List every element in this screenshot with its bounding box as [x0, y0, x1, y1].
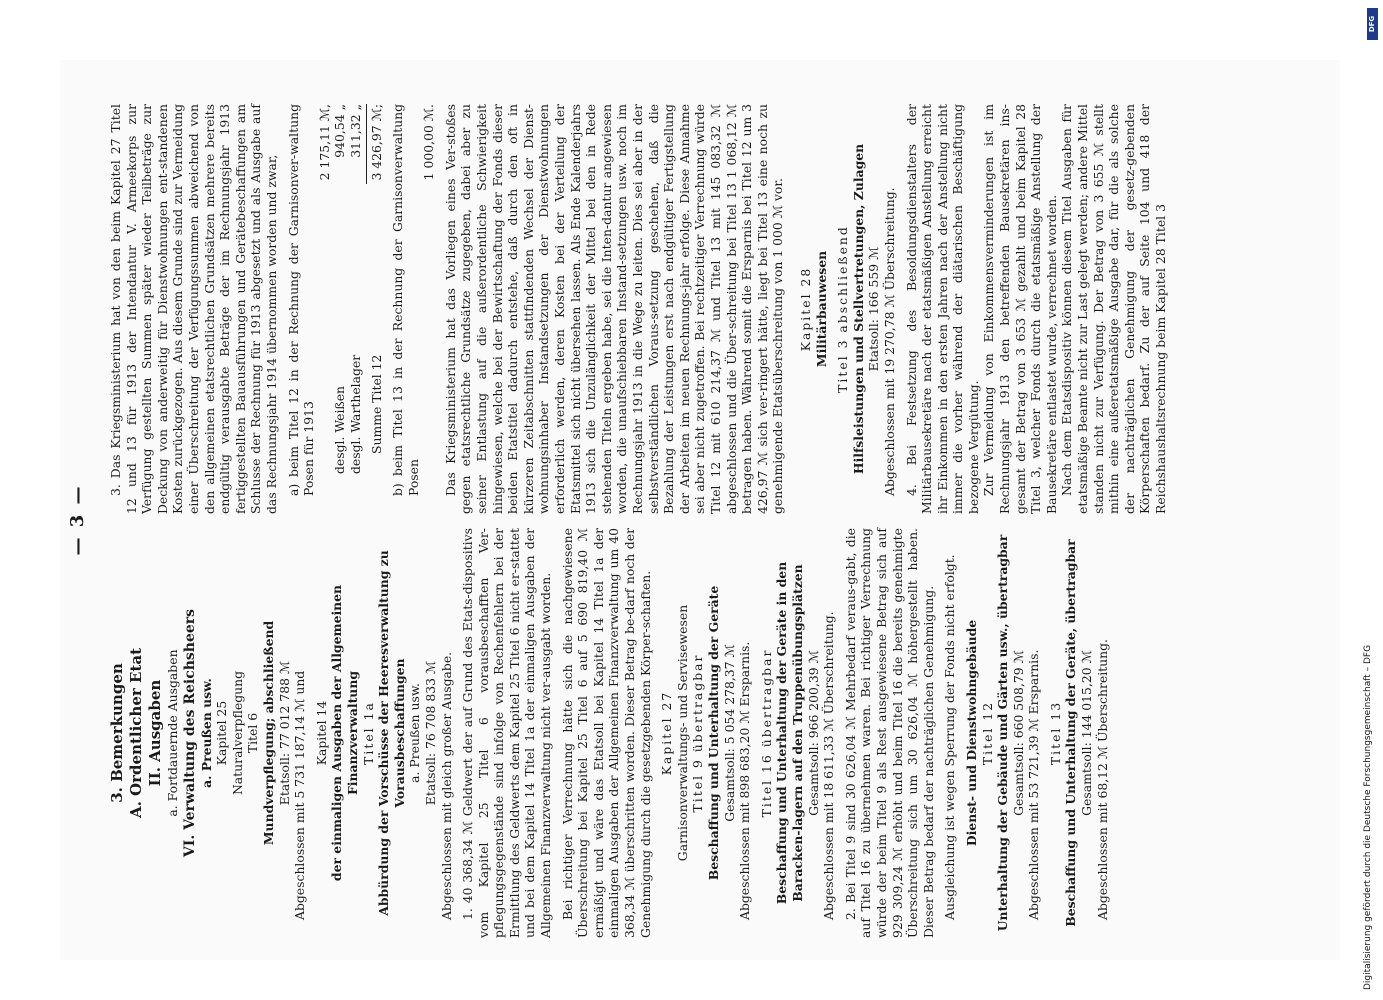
left-line: Etatsoll: 76 708 833 ℳ [422, 660, 438, 806]
left-line: Titel 6 [245, 712, 261, 754]
left-line: 1. 40 368,34 ℳ Geldwert der auf Grund des Etats-dispositivs vom Kapitel 25 Titel 6 vorausbeschafften Ver-pflegungsgegenstände sind infolge von Rechenfehlern bei der Ermittlung des Geldwerts dem Kapitel 25 Titel 6 nicht er-stattet und bei dem Kapitel 14 Titel 1a der einmaligen Ausgaben der Allgemeinen Finanzverwaltung nicht ver-ausgabt worden. [460, 528, 554, 938]
left-line: Abgeschlossen mit 5 731 187,14 ℳ und [292, 670, 308, 920]
left-line: Bei richtiger Verrechnung hätte sich die nachgewiesene Überschreitung bei Kapitel 25 Titel 6 auf 5 690 819,40 ℳ ermäßigt und wäre das Etatsoll bei Kapitel 14 Titel 1a der einmaligen Ausgaben der Allgemeinen Finanzverwaltung um 40 368,34 ℳ überschritten worden. Dieser Betrag be-darf noch der Genehmigung durch die gesetzgebenden Körper-schaften. [559, 528, 653, 938]
left-line: 3. Bemerkungen [108, 663, 126, 803]
left-line: Kapitel 14 [313, 700, 329, 766]
right-column [108, 104, 1169, 514]
titel-3-title: Hilfsleistungen und Stellvertretungen, Zulagen [850, 143, 866, 475]
left-line: Dienst- und Dienstwohngebäude [963, 619, 979, 847]
left-column [108, 528, 1116, 938]
left-line: Abgeschlossen mit 18 611,33 ℳ Überschreitung. [821, 611, 837, 920]
paragraph-3: 3. Das Kriegsministerium hat von den beim Kapitel 27 Titel 12 und 13 für 1913 der Intendantur V. Armeekorps zur Verfügung gestellten Summen später wieder Teilbeträge zur Deckung von anderweitig für Dienstwohnungen ent-standenen Kosten zurückgezogen. Aus diesem Grunde sind zur Vermeidung einer Überschreitung der Verfügungssummen abweichend von den allgemeinen etatsrechtlichen Grundsätzen mehrere bereits endgültig verausgabte Beträge der im Rechnungsjahr 1913 fertiggestellten Bauausführungen und Gerätebeschaffungen am Schlusse der Rechnung für 1913 abgesetzt und als Ausgabe auf das Rechnungsjahr 1914 übernommen worden und zwar, [108, 104, 279, 514]
left-line: Titel 9 übertragbar [690, 653, 706, 813]
scanned-page [60, 60, 1340, 960]
sum-row [369, 104, 385, 514]
left-line: Beschaffung und Unterhaltung der Geräte [706, 585, 721, 881]
left-line: Mundverpflegung; abschließend [260, 620, 276, 846]
left-line: a. Fortdauernde Ausgaben [165, 649, 180, 817]
item-b-amount-row [421, 104, 437, 514]
left-line: Titel 13 [1047, 700, 1063, 766]
left-line: Garnisonverwaltungs- und Servisewesen [674, 604, 690, 862]
left-line: Gesamtsoll: 144 015,20 ℳ [1079, 650, 1095, 816]
digitization-credit: Digitalisierung gefördert durch die Deutsche Forschungsgemeinschaft – DFG [1363, 644, 1373, 990]
sum-label: Summe Titel 12 [368, 354, 384, 454]
item-b-intro: b) beim Titel 13 in der Rechnung der Garnisonverwaltung Posen [390, 104, 421, 496]
item-a-intro: a) beim Titel 12 in der Rechnung der Garnisonver-waltung Posen für 1913 [285, 104, 317, 496]
paragraph-6: Nach dem Etatsdispositiv können diesem Titel Ausgaben für etatsmäßige Beamte nicht zur Last gelegt werden; andere Mittel standen nicht zur Verfügung. Der Betrag von 3 655 ℳ stellt mithin eine außeretatsmäßige Ausgabe dar, für die als solche der nachträglichen Genehmigung der gesetz-gebenden Körperschaften bedarf. Zu der auf Seite 104 und 418 der Reichshaushaltsrechnung beim Kapitel 28 Titel 3 [1059, 104, 1168, 514]
left-line: Abgeschlossen mit 898 683,20 ℳ Ersparnis. [737, 641, 753, 920]
dfg-logo-text: DFG [1368, 15, 1377, 33]
left-line: Vorausbeschaffungen [391, 658, 407, 808]
item-b-amount: 1 000,00 ℳ. [421, 104, 437, 181]
left-line: II. Ausgaben [146, 679, 164, 787]
weissen-amount: 940,54 „ [332, 104, 348, 158]
left-line: Gesamtsoll: 966 200,39 ℳ [805, 650, 821, 816]
left-line: Naturalverpflegung [229, 670, 245, 796]
left-line: Gesamtsoll: 660 508,79 ℳ [1010, 650, 1026, 816]
warthe-label: desgl. Warthelager [347, 354, 363, 474]
left-line: Unterhaltung der Gebäude und Gärten usw., übertragbar [995, 534, 1011, 932]
kapitel-28-title: Militärbauwesen [813, 250, 829, 368]
item-a-amount: 2 175,11 ℳ, [316, 104, 332, 181]
warthe-amount: 311,32 „ [347, 104, 363, 158]
sum-amount: 3 426,97 ℳ; [368, 104, 384, 181]
item-a-amount-row [317, 104, 333, 514]
left-line: a. Preußen usw. [407, 683, 423, 783]
left-line: Gesamtsoll: 5 054 278,37 ℳ [721, 644, 737, 822]
left-line: Abgeschlossen mit 68,12 ℳ Überschreitung. [1094, 639, 1110, 920]
paragraph-ministry-response: Das Kriegsministerium hat das Vorliegen eines Ver-stoßes gegen etatsrechtliche Grundsätze zugegeben, dabei aber zu seiner Entlastung auf die außerordentliche Schwierigkeit hingewiesen, welche bei der Bewirtschaftung der Fonds dieser beiden Etatstitel dadurch entstehe, daß durch den oft in kürzeren Zeitabschnitten stattfindenden Wechsel der Dienst-wohnungsinhaber Instandsetzungen der Dienstwohnungen erforderlich werden, deren Kosten bei der Verteilung der Etatsmittel sich nicht übersehen lassen. Als Ende Kalenderjahrs 1913 sich die Unzulänglichkeit der Mittel bei den in Rede stehenden Titeln ergeben habe, sei die Inten-dantur angewiesen worden, die unaufschiebbaren Instand-setzungen usw. noch im Rechnungsjahr 1913 in die Wege zu leiten. Dies sei aber in der selbstverständlichen Voraus-setzung geschehen, daß die Bezahlung der Leistungen erst nach endgültiger Fertigstellung der Arbeiten im neuen Rechnungs-jahr erfolge. Diese Annahme sei aber nicht zugetroffen. Bei rechtzeitiger Verrechnung würde Titel 12 mit 610 214,37 ℳ und Titel 13 mit 145 083,32 ℳ abgeschlossen und die Über-schreitung bei Titel 13 1 068,12 ℳ betragen haben. Während somit die Ersparnis bei Titel 12 um 3 426,97 ℳ sich ver-ringert hätte, liegt bei Titel 13 eine noch zu genehmigende Etatsüberschreitung von 1 000 ℳ vor. [442, 104, 786, 514]
titel-3-etatsoll: Etatsoll: 166 559 ℳ [866, 246, 882, 372]
sum-rule [366, 104, 367, 184]
left-line: Abbürdung der Vorschüsse der Heeresverwaltung zu [376, 550, 392, 916]
dfg-logo [1367, 8, 1378, 40]
page-number: — 3 — [67, 484, 88, 556]
left-line: Abgeschlossen mit 53 721,39 ℳ Ersparnis. [1026, 649, 1042, 920]
warthe-row [348, 104, 364, 514]
left-line: Ausgleichung ist wegen Sperrung der Fonds nicht erfolgt. [942, 554, 958, 920]
left-line: Titel 12 [979, 700, 995, 766]
paragraph-4: 4. Bei Festsetzung des Besoldungsdienstalters der Militärbausekretäre nach der etatsmäßigen Anstellung erreicht ihr Einkommen in den ersten Jahren nach der Anstellung nicht immer die vorher während der diätarischen Beschäftigung bezogene Vergütung. [903, 104, 981, 514]
left-line: Kapitel 27 [659, 690, 675, 776]
left-line: Beschaffung und Unterhaltung der Geräte in den Baracken-lagern auf den Truppenübungsplätzen [774, 561, 805, 905]
left-line: A. Ordentlicher Etat [127, 647, 145, 819]
weissen-label: desgl. Weißen [332, 385, 348, 474]
left-line: Titel 16 übertragbar [758, 648, 774, 818]
left-line: VI. Verwaltung des Reichsheers [181, 608, 198, 858]
left-line: der einmaligen Ausgaben der Allgemeinen Finanzverwaltung [329, 584, 360, 882]
titel-3-abgeschlossen: Abgeschlossen mit 19 270,78 ℳ Überschreitung. [881, 187, 897, 496]
kapitel-28-heading: Kapitel 28 [797, 266, 813, 352]
titel-3-heading: Titel 3 abschließend [835, 225, 851, 393]
left-line: 2. Bei Titel 9 sind 30 626,04 ℳ Mehrbedarf veraus-gabt, die auf Titel 16 zu übernehmen waren. Bei richtiger Verrechnung würde der beim Titel 9 als Rest ausgewiesene Betrag sich auf 929 309,24 ℳ erhöht und beim Titel 16 die bereits genehmigte Überschreitung sich um 30 626,04 ℳ höhergestellt haben. Dieser Betrag bedarf der nachträglichen Genehmigung. [842, 528, 936, 938]
left-line: Titel 1a [360, 701, 376, 765]
left-line: Etatsoll: 77 012 788 ℳ [276, 660, 292, 806]
left-line: Abgeschlossen mit gleich großer Ausgabe. [438, 651, 454, 920]
left-line: Beschaffung und Unterhaltung der Geräte, übertragbar [1063, 539, 1079, 927]
weissen-row [332, 104, 348, 514]
left-line: Kapitel 25 [214, 700, 230, 766]
left-line: a. Preußen usw. [198, 678, 214, 788]
paragraph-5: Zur Vermeidung von Einkommensverminderungen ist im Rechnungsjahr 1913 den betreffenden Bausekretären ins-gesamt der Betrag von 3 653 ℳ gezahlt und beim Kapitel 28 Titel 3, welcher Fonds durch die etatsmäßige Anstellung der Bausekretäre entlastet wurde, verrechnet worden. [981, 104, 1059, 514]
rotated-page-content [60, 80, 1340, 960]
